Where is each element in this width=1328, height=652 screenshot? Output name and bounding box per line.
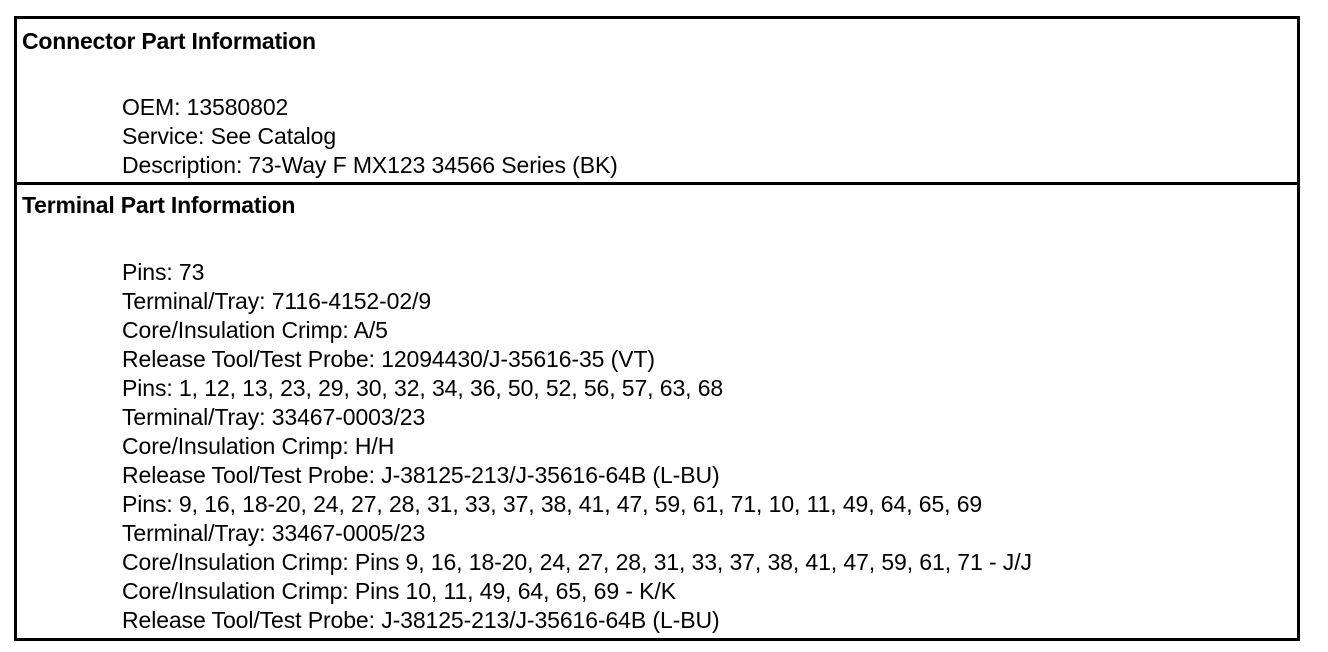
terminal-detail-line: Core/Insulation Crimp: H/H — [122, 433, 395, 459]
connector-description-line: Description: 73-Way F MX123 34566 Series (BK) — [122, 152, 618, 178]
terminal-detail-line: Pins: 9, 16, 18-20, 24, 27, 28, 31, 33, 37, 38, 41, 47, 59, 61, 71, 10, 11, 49, 64, 65, 69 — [122, 491, 983, 517]
terminal-detail-line: Pins: 73 — [122, 259, 205, 285]
terminal-detail-line: Core/Insulation Crimp: Pins 10, 11, 49, 64, 65, 69 - K/K — [122, 578, 676, 604]
terminal-detail-line: Pins: 1, 12, 13, 23, 29, 30, 32, 34, 36, 50, 52, 56, 57, 63, 68 — [122, 375, 724, 401]
terminal-detail-line: Terminal/Tray: 7116-4152-02/9 — [122, 288, 432, 314]
terminal-detail-line: Release Tool/Test Probe: 12094430/J-35616-35 (VT) — [122, 346, 655, 372]
connector-service-line: Service: See Catalog — [122, 123, 337, 149]
terminal-detail-line: Terminal/Tray: 33467-0005/23 — [122, 520, 426, 546]
terminal-part-heading: Terminal Part Information — [22, 192, 296, 218]
connector-part-section — [17, 19, 1297, 185]
connector-part-heading: Connector Part Information — [22, 28, 316, 54]
terminal-detail-line: Core/Insulation Crimp: Pins 9, 16, 18-20, 24, 27, 28, 31, 33, 37, 38, 41, 47, 59, 61, 71 - J/J — [122, 549, 1032, 575]
connector-oem-line: OEM: 13580802 — [122, 94, 289, 120]
terminal-detail-line: Release Tool/Test Probe: J-38125-213/J-35616-64B (L-BU) — [122, 462, 720, 488]
terminal-detail-line: Terminal/Tray: 33467-0003/23 — [122, 404, 426, 430]
connector-part-details — [122, 93, 618, 180]
terminal-part-details — [122, 258, 1032, 635]
part-information-table — [14, 16, 1300, 641]
terminal-detail-line: Core/Insulation Crimp: A/5 — [122, 317, 388, 343]
terminal-detail-line: Release Tool/Test Probe: J-38125-213/J-35616-64B (L-BU) — [122, 607, 720, 633]
terminal-part-section — [17, 185, 1297, 635]
